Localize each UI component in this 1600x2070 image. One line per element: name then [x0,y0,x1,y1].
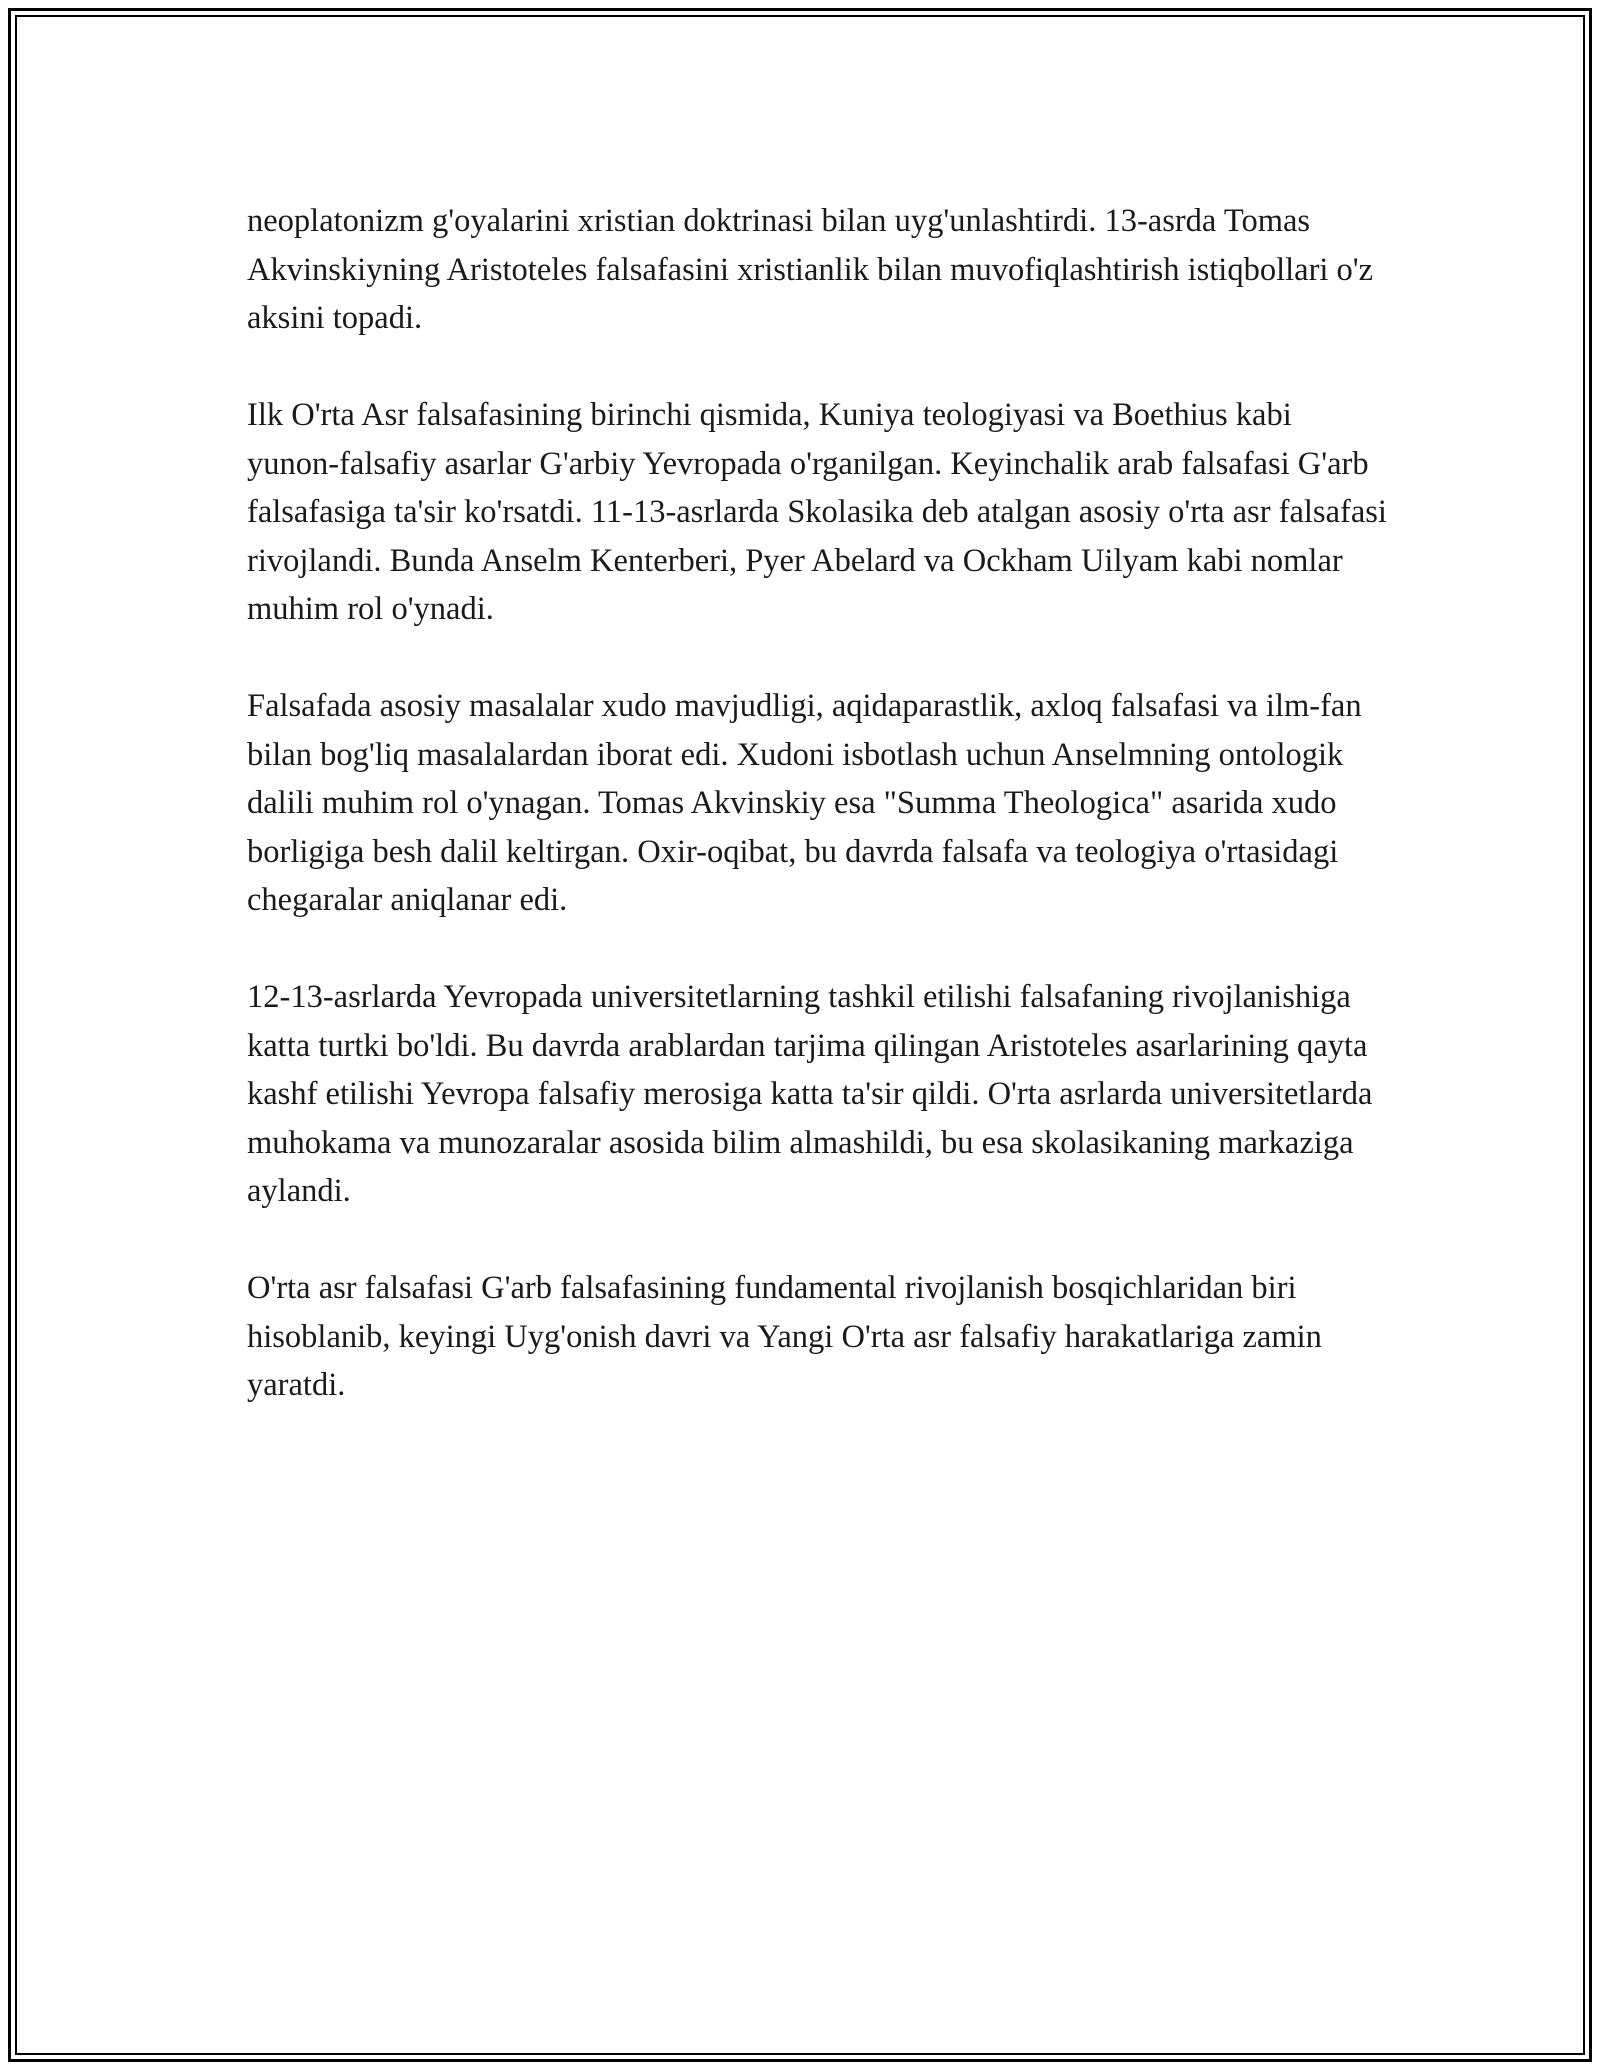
paragraph-1: neoplatonizm g'oyalarini xristian doktrinasi bilan uyg'unlashtirdi. 13-asrda Tomas Akvinskiyning Aristoteles falsafasini xristianlik bilan muvofiqlashtirish istiqbollari o'z aksini topadi. [247,203,1374,336]
paragraph-2: Ilk O'rta Asr falsafasining birinchi qismida, Kuniya teologiyasi va Boethius kabi yunon-falsafiy asarlar G'arbiy Yevropada o'rganilgan. Keyinchalik arab falsafasi G'arb falsafasiga ta'sir ko'rsatdi. 11-13-asrlarda Skolasika deb atalgan asosiy o'rta asr falsafasi rivojlandi. Bunda Anselm Kenterberi, Pyer Abelard va Ockham Uilyam kabi nomlar muhim rol o'ynadi. [247,397,1387,627]
paragraph-4: 12-13-asrlarda Yevropada universitetlarning tashkil etilishi falsafaning rivojlanishiga katta turtki bo'ldi. Bu davrda arablardan tarjima qilingan Aristoteles asarlarining qayta kashf etilishi Yevropa falsafiy merosiga katta ta'sir qildi. O'rta asrlarda universitetlarda muhokama va munozaralar asosida bilim almashildi, bu esa skolasikaning markaziga aylandi. [247,979,1373,1209]
page-frame [8,8,1592,2062]
paragraph-5: O'rta asr falsafasi G'arb falsafasining fundamental rivojlanish bosqichlaridan biri hisoblanib, keyingi Uyg'onish davri va Yangi O'rta asr falsafiy harakatlariga zamin yaratdi. [247,1270,1322,1403]
paragraph-3: Falsafada asosiy masalalar xudo mavjudligi, aqidaparastlik, axloq falsafasi va ilm-fan bilan bog'liq masalalardan iborat edi. Xudoni isbotlash uchun Anselmning ontologik dalili muhim rol o'ynagan. Tomas Akvinskiy esa "Summa Theologica" asarida xudo borligiga besh dalil keltirgan. Oxir-oqibat, bu davrda falsafa va teologiya o'rtasidagi chegaralar aniqlanar edi. [247,688,1362,918]
document-body [247,197,1387,1458]
